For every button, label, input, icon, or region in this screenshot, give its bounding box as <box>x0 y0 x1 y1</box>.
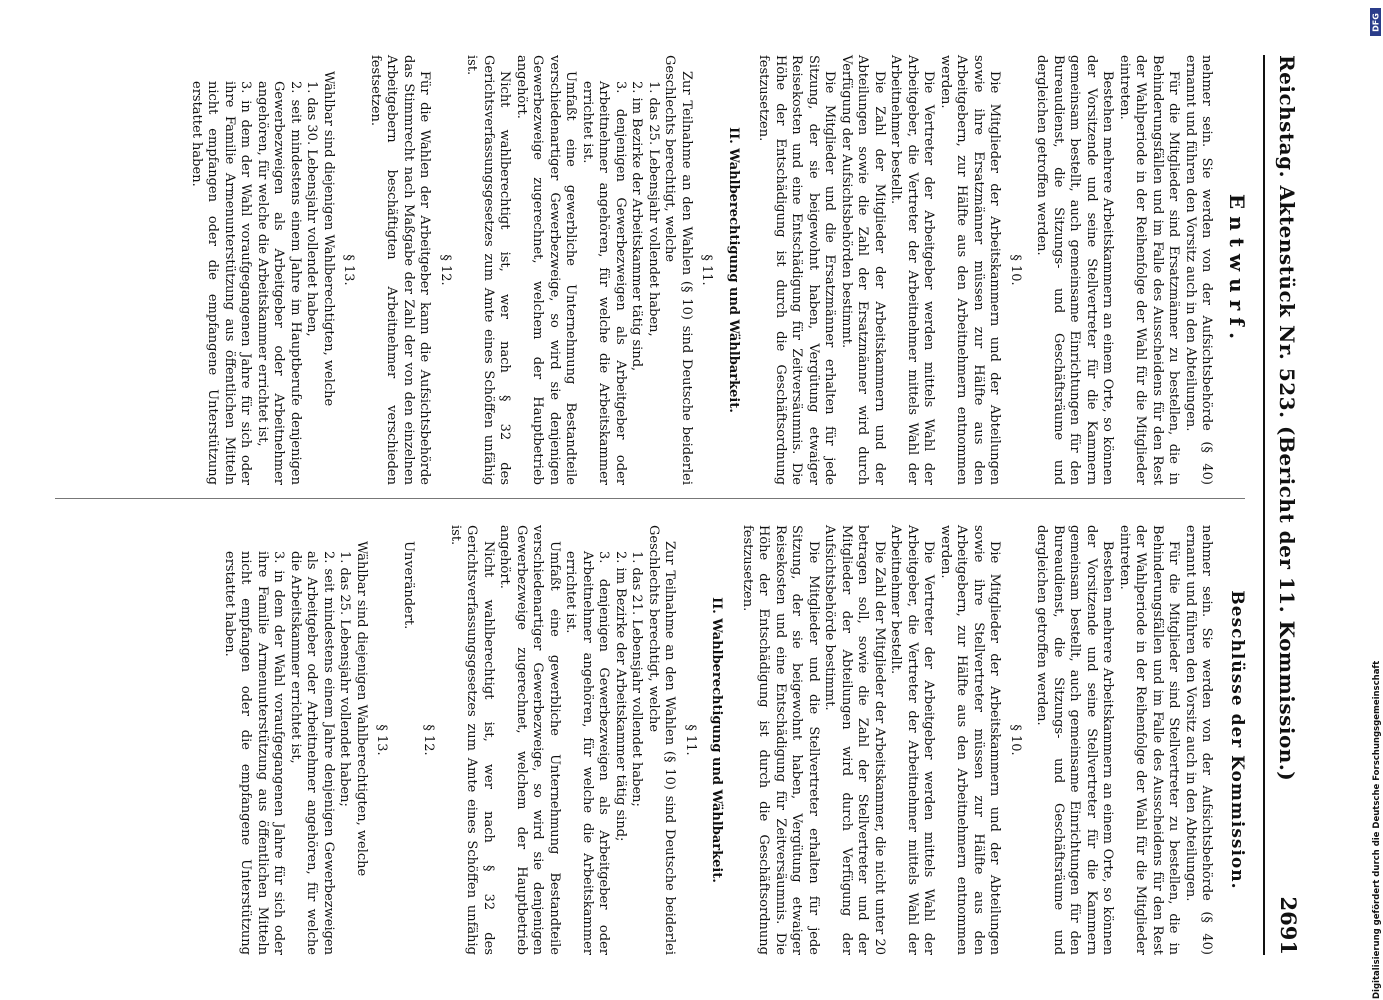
commission-paragraph: Umfaßt eine gewerbliche Unternehmung Bestandteile verschiedenartiger Gewerbezweige, so wird sie denjenigen Gewerbezweige zugerechnet, welchem der Hauptbetrieb angehört. <box>497 525 562 955</box>
list-item: 1. das 30. Lebensjahr vollendet haben, <box>304 81 320 337</box>
section-11: § 11. <box>683 724 698 756</box>
heading-wahlberechtigung: II. Wahlberechtigung und Wählbarkeit. <box>709 597 725 883</box>
heading-wahlberechtigung: II. Wahlberechtigung und Wählbarkeit. <box>726 127 741 413</box>
draft-paragraph: Die Mitglieder und die Ersatzmänner erhalten für jede Sitzung, der sie beigewohnt haben, Vergütung etwaiger Reisekosten und eine Entschädigung für Zeitversäumnis. Die Höhe der Entschädigung ist durch die Geschäftsordnung festzusetzen. <box>756 55 838 485</box>
list-item: 3. denjenigen Gewerbezweigen als Arbeitgeber oder Arbeitnehmer angehören, für welche die Arbeitskammer errichtet ist. <box>563 551 612 955</box>
section-13: § 13. <box>341 254 357 286</box>
draft-paragraph: Für die Mitglieder sind Ersatzmänner zu bestellen, die in Behinderungsfällen und im Falle des Ausscheidens für den Rest der Wahlperiode in der Reihenfolge der Wahl für die Mitglieder eintreten. <box>1117 55 1182 485</box>
list-item: 3. denjenigen Gewerbezweigen als Arbeitgeber oder Arbeitnehmer angehören, für welche die Arbeitskammer errichtet ist. <box>580 81 628 485</box>
draft-paragraph: Bestehen mehrere Arbeitskammern an einem Orte, so können der Vorsitzende und seine Stellvertreter für die Kammern gemeinsam bestellt, auch gemeinsame Einrichtungen für den Bureaudienst, die Sitzungs- und Geschäftsräume und dergleichen getroffen werden. <box>1034 55 1116 485</box>
funding-notice-text: Digitalisierung gefördert durch die Deutsche Forschungsgemeinschaft <box>1372 660 1382 999</box>
eligibility-list <box>221 525 353 955</box>
commission-paragraph: Die Vertreter der Arbeitgeber werden mittels Wahl der Arbeitgeber, die Vertreter der Arbeitnehmer mittels Wahl der Arbeitnehmer bestellt. <box>888 525 937 955</box>
commission-paragraph: Für die Mitglieder sind Stellvertreter zu bestellen, die in Behinderungsfällen und im Falle des Ausscheidens für den Rest der Wahlperiode in der Reihenfolge der Wahl für die Mitglieder eintreten. <box>1117 525 1182 955</box>
draft-paragraph: Wählbar sind diejenigen Wahlberechtigten, welche <box>321 71 336 407</box>
list-item: 2. im Bezirke der Arbeitskammer tätig sind; <box>613 551 628 842</box>
draft-title: Entwurf. <box>1225 193 1249 347</box>
section-12: § 12. <box>438 254 453 286</box>
commission-intro: nehmer sein. Sie werden von der Aufsichtsbehörde (§ 40) ernannt und führen den Vorsitz auch in den Abteilungen. <box>1183 525 1215 955</box>
list-item: 3. in dem der Wahl voraufgegangenen Jahre für sich oder ihre Familie Armenunterstützung aus öffentlichen Mitteln nicht empfangen oder die empfangene Unterstützung erstattet haben. <box>222 551 287 955</box>
draft-paragraph: Die Mitglieder der Arbeitskammern und der Abteilungen sowie ihre Ersatzmänner müssen zur Hälfte aus den Arbeitgebern, zur Hälfte aus den Arbeitnehmern entnommen werden. <box>938 55 1003 485</box>
section-12: § 12. <box>421 724 437 756</box>
section-10: § 10. <box>1008 254 1023 286</box>
draft-paragraph: Die Vertreter der Arbeitgeber werden mittels Wahl der Arbeitgeber, die Vertreter der Arbeitnehmer mittels Wahl der Arbeitnehmer bestellt. <box>888 55 937 485</box>
commission-paragraph: Wählbar sind diejenigen Wahlberechtigten, welche <box>354 541 369 877</box>
section-13: § 13. <box>374 724 390 756</box>
eligibility-list <box>579 55 662 485</box>
draft-intro: nehmer sein. Sie werden von der Aufsichtsbehörde (§ 40) ernannt und führen den Vorsitz auch in den Abteilungen. <box>1183 55 1215 485</box>
list-item: 2. seit mindestens einem Jahre im Hauptberufe denjenigen Gewerbezweigen als Arbeitgeber oder Arbeitnehmer angehören, für welche die Arbeitskammer errichtet ist, <box>255 81 303 485</box>
commission-paragraph: Die Mitglieder der Arbeitskammern und der Abteilungen sowie ihre Stellvertreter müssen zur Hälfte aus den Arbeitgebern, zur Hälfte aus den Arbeitnehmern entnommen werden. <box>938 525 1003 955</box>
list-item: 1. das 25. Lebensjahr vollendet haben, <box>646 81 661 337</box>
draft-paragraph: Umfaßt eine gewerbliche Unternehmung Bestandteile verschiedenartiger Gewerbezweige, so wird sie denjenigen Gewerbezweige zugerechnet, welchem der Hauptbetrieb angehört. <box>514 55 579 485</box>
list-item: 1. das 25. Lebensjahr vollendet haben; <box>337 551 353 807</box>
commission-paragraph: Zur Teilnahme an den Wahlen (§ 10) sind Deutsche beiderlei Geschlechts berechtigt, welche <box>646 525 678 955</box>
section-10: § 10. <box>1008 724 1023 756</box>
draft-paragraph: Für die Wahlen der Arbeitgeber kann die Aufsichtsbehörde das Stimmrecht nach Maßgabe der Zahl der von den einzelnen Arbeitgebern beschäftigten Arbeitnehmer verschieden festsetzen. <box>368 55 433 485</box>
commission-paragraph: Die Mitglieder und die Stellvertreter erhalten für jede Sitzung, der sie beigewohnt haben, Vergütung etwaiger Reisekosten und eine Entschädigung für Zeitversäumnis. Die Höhe der Entschädigung ist durch die Geschäftsordnung festzusetzen. <box>740 525 821 955</box>
funding-notice <box>1371 40 1383 1000</box>
commission-paragraph: Bestehen mehrere Arbeitskammern an einem Orte, so können der Vorsitzende und seine Stellvertreter für die Kammern gemeinsam bestellt, auch gemeinsame Einrichtungen für den Bureaudienst, die Sitzungs- und Geschäftsräume und dergleichen getroffen werden. <box>1034 525 1116 955</box>
section-11: § 11. <box>699 254 715 286</box>
list-item: 2. im Bezirke der Arbeitskammer tätig sind, <box>629 81 645 372</box>
eligibility-list <box>562 525 645 955</box>
draft-column <box>188 55 1249 485</box>
list-item: 2. seit mindestens einem Jahre denjenigen Gewerbezweigen als Arbeitgeber oder Arbeitnehmer angehören, für welche die Arbeitskammer errichtet ist, <box>288 551 336 955</box>
eligibility-list <box>188 55 320 485</box>
column-divider <box>55 498 1245 499</box>
list-item: 1. das 21. Lebensjahr vollendet haben; <box>629 551 645 807</box>
page-header <box>1263 55 1305 955</box>
draft-paragraph: Die Zahl der Mitglieder der Arbeitskammern und der Abteilungen sowie die Zahl der Ersatzmänner wird durch Verfügung der Aufsichtsbehörden bestimmt. <box>839 55 887 485</box>
commission-paragraph: Die Zahl der Mitglieder der Arbeitskammer, die nicht unter 20 betragen soll, sowie die Zahl der Stellvertreter und der Mitglieder der Abteilungen wird durch Verfügung der Aufsichtsbehörde bestimmt. <box>822 525 887 955</box>
page-number: 2691 <box>1276 896 1301 955</box>
commission-paragraph: Unverändert. <box>401 541 416 630</box>
header-title: Reichstag. Aktenstück Nr. 523. (Bericht der 11. Kommission.) <box>1275 55 1299 782</box>
draft-paragraph: Zur Teilnahme an den Wahlen (§ 10) sind Deutsche beiderlei Geschlechts berechtigt, welche <box>662 55 694 485</box>
commission-column <box>221 525 1246 955</box>
dfg-logo-icon: DFG <box>1370 8 1381 36</box>
draft-paragraph: Nicht wahlberechtigt ist, wer nach § 32 des Gerichtsverfassungsgesetzes zum Amte eines Schöffen unfähig ist. <box>464 55 513 485</box>
commission-paragraph: Nicht wahlberechtigt ist, wer nach § 32 des Gerichtsverfassungsgesetzes zum Amte eines Schöffen unfähig ist. <box>448 525 496 955</box>
commission-title: Beschlüsse der Kommission. <box>1227 590 1247 890</box>
list-item: 3. in dem der Wahl voraufgegangenen Jahre für sich oder ihre Familie Armenunterstützung aus öffentlichen Mitteln nicht empfangen oder die empfangene Unterstützung erstattet haben. <box>189 81 254 485</box>
